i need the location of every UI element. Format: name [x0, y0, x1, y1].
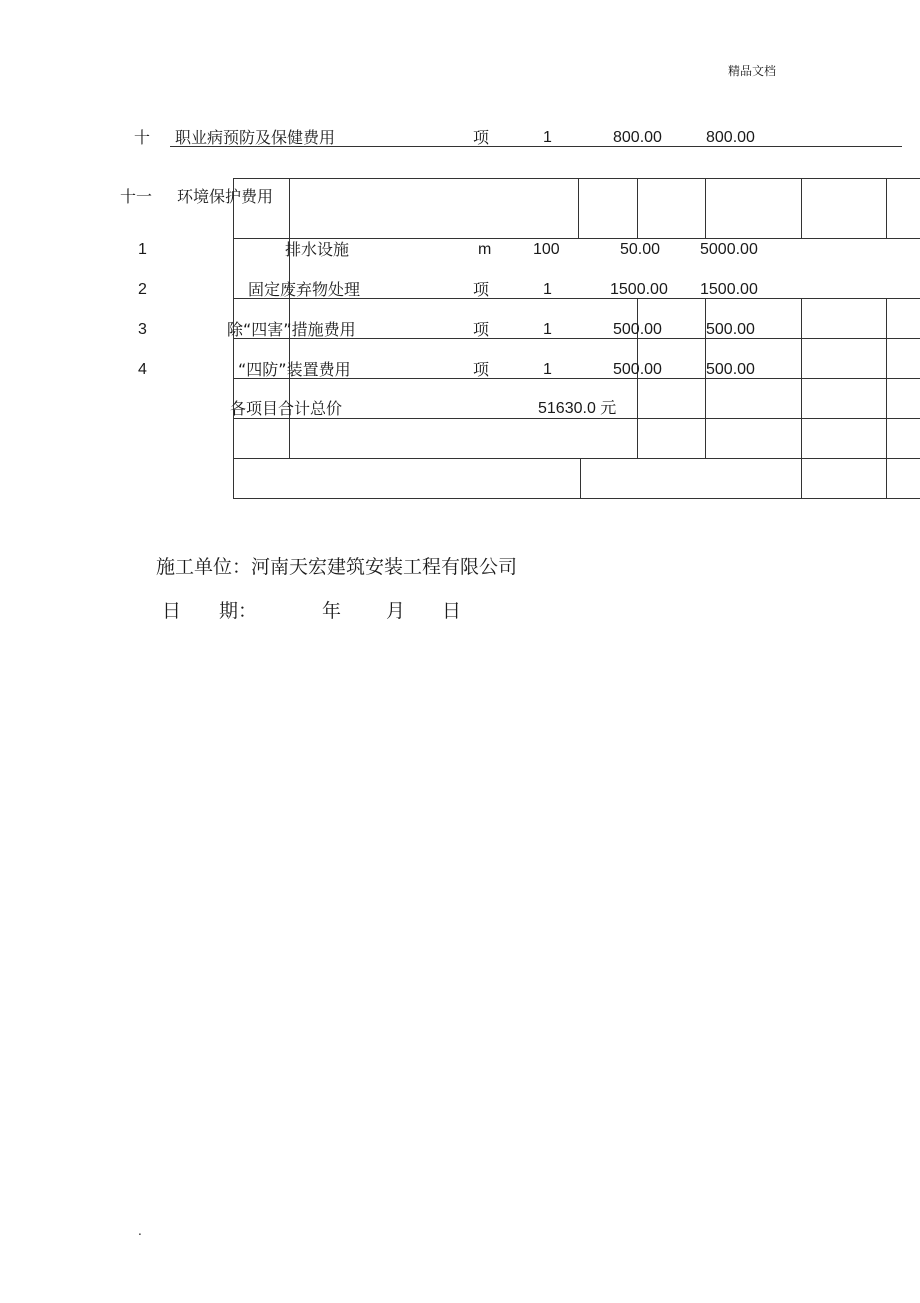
row-quantity: 1 — [543, 281, 552, 298]
row-index: 1 — [138, 241, 147, 258]
row-item-name: 环境保护费用 — [177, 187, 274, 206]
row-total: 500.00 — [706, 321, 755, 338]
watermark-header: 精品文档 — [728, 64, 777, 78]
date-day: 日 — [442, 600, 462, 622]
row-unit-price: 800.00 — [613, 129, 662, 146]
row-item-name: 职业病预防及保健费用 — [175, 128, 336, 147]
row-quantity: 1 — [543, 321, 552, 338]
construction-unit-line — [156, 552, 517, 579]
row-unit: 项 — [473, 128, 490, 147]
row-unit: 项 — [473, 280, 490, 299]
row-index: 2 — [138, 281, 147, 298]
row-unit-price: 1500.00 — [610, 281, 668, 298]
row-index: 4 — [138, 361, 147, 378]
row-quantity: 1 — [543, 129, 552, 146]
company-label: 施工单位： — [156, 556, 252, 578]
row-total: 5000.00 — [700, 241, 758, 258]
page-mark: . — [138, 1224, 142, 1238]
row-unit: m — [478, 241, 492, 258]
row-unit-price: 500.00 — [613, 361, 662, 378]
date-label: 日 期： — [162, 600, 258, 622]
row-unit-price: 500.00 — [613, 321, 662, 338]
row-index: 十 — [134, 128, 151, 147]
row-item-name: 固定废弃物处理 — [248, 280, 361, 299]
summary-total-value: 51630.0 元 — [538, 400, 617, 417]
row-quantity: 1 — [543, 361, 552, 378]
row-total: 800.00 — [706, 129, 755, 146]
row-total: 500.00 — [706, 361, 755, 378]
company-name: 河南天宏建筑安装工程有限公司 — [251, 556, 518, 578]
row-item-name: 除“四害”措施费用 — [227, 320, 356, 339]
row-unit: 项 — [473, 360, 490, 379]
row-quantity: 100 — [533, 241, 560, 258]
summary-label: 各项目合计总价 — [230, 399, 343, 418]
row-index: 3 — [138, 321, 147, 338]
row-item-name: 排水设施 — [285, 240, 350, 259]
row-item-name: “四防”装置费用 — [238, 360, 351, 379]
row-unit-price: 50.00 — [620, 241, 661, 258]
date-month: 月 — [386, 600, 406, 622]
date-year: 年 — [322, 600, 342, 622]
row-total: 1500.00 — [700, 281, 758, 298]
row-index: 十一 — [120, 187, 153, 206]
row-unit: 项 — [473, 320, 490, 339]
